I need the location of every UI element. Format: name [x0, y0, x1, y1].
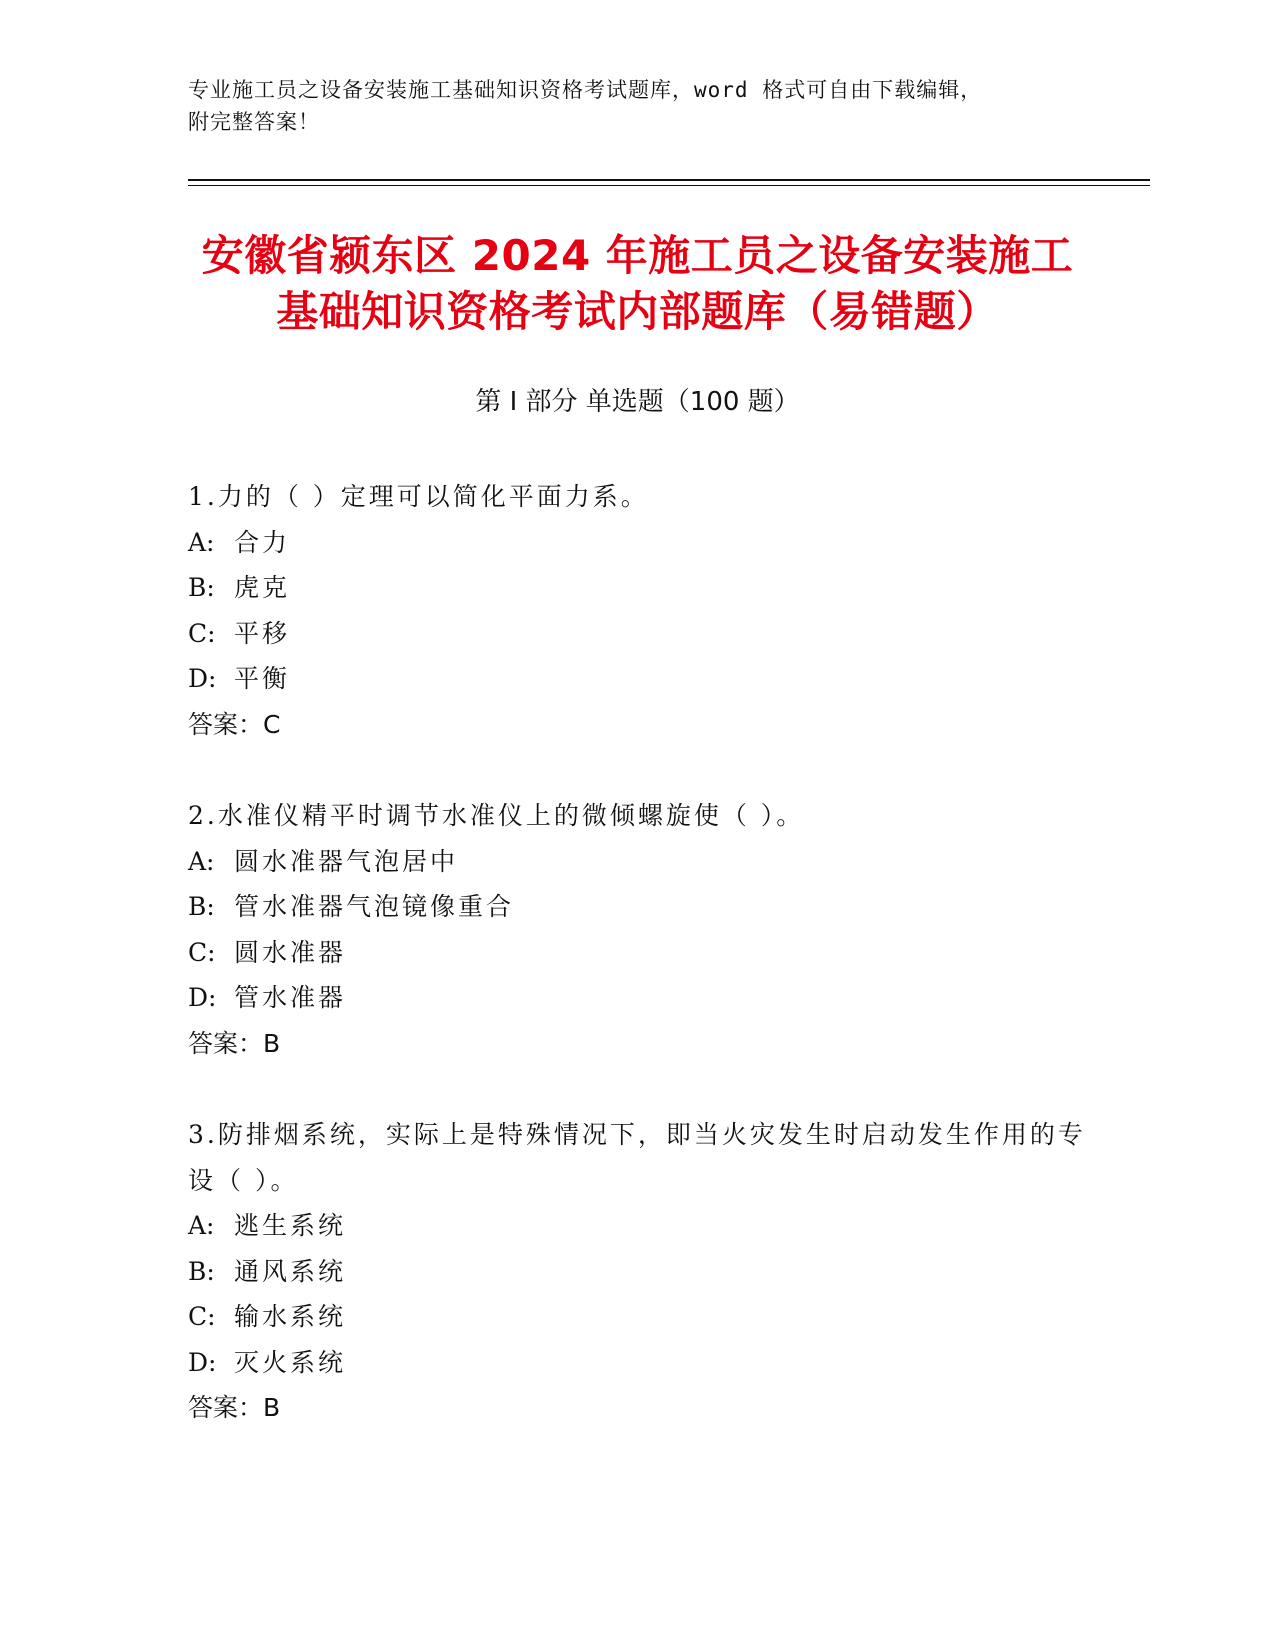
question-list: [188, 474, 1088, 1477]
option-text: 通风系统: [234, 1256, 347, 1286]
question-1: [188, 474, 1088, 747]
option-text: 虎克: [234, 573, 291, 602]
option-c: [188, 1294, 1088, 1340]
option-text: 圆水准器气泡居中: [234, 846, 459, 876]
option-key: A:: [188, 1211, 215, 1240]
option-text: 平移: [234, 618, 291, 648]
option-a: [188, 520, 1088, 566]
option-text: 灭火系统: [234, 1347, 347, 1377]
option-b: [188, 1249, 1088, 1295]
option-key: A:: [188, 846, 215, 876]
question-2: [188, 793, 1088, 1066]
option-key: C:: [188, 1302, 216, 1331]
option-d: [188, 656, 1088, 702]
option-b: [188, 884, 1088, 930]
answer: 答案：C: [188, 709, 281, 739]
title-line-2: 基础知识资格考试内部题库（易错题）: [276, 287, 999, 336]
question-stem: 2.水准仪精平时调节水准仪上的微倾螺旋使（ ）。: [188, 801, 805, 830]
question-stem: 3.防排烟系统，实际上是特殊情况下，即当火灾发生时启动发生作用的专设（ ）。: [188, 1120, 1086, 1195]
intro-line-1: 专业施工员之设备安装施工基础知识资格考试题库，word 格式可自由下载编辑，: [188, 78, 983, 102]
option-text: 圆水准器: [234, 937, 347, 967]
option-key: A:: [188, 527, 215, 557]
option-key: B:: [188, 573, 215, 602]
option-text: 合力: [234, 527, 291, 557]
option-key: B:: [188, 1256, 215, 1286]
option-d: [188, 975, 1088, 1021]
option-c: [188, 930, 1088, 976]
answer: 答案：B: [188, 1393, 281, 1422]
question-stem: 1.力的（ ）定理可以简化平面力系。: [188, 482, 649, 511]
option-text: 管水准器: [234, 983, 347, 1012]
option-key: D:: [188, 1347, 217, 1377]
intro-line-2: 附完整答案！: [188, 110, 320, 134]
document-title: [150, 228, 1125, 340]
header-divider-thick: [188, 179, 1150, 181]
option-text: 平衡: [234, 664, 291, 693]
option-text: 逃生系统: [234, 1211, 347, 1240]
option-key: B:: [188, 892, 215, 921]
option-key: C:: [188, 618, 216, 648]
option-text: 管水准器气泡镜像重合: [234, 892, 515, 921]
option-key: C:: [188, 937, 216, 967]
option-d: [188, 1340, 1088, 1386]
option-key: D:: [188, 983, 217, 1012]
option-c: [188, 611, 1088, 657]
header-divider-thin: [188, 185, 1150, 186]
answer: 答案：B: [188, 1028, 281, 1058]
option-key: D:: [188, 664, 217, 693]
question-3: [188, 1112, 1088, 1431]
option-a: [188, 1203, 1088, 1249]
document-intro: [188, 74, 1068, 138]
title-line-1: 安徽省颍东区 2024 年施工员之设备安装施工: [201, 231, 1074, 280]
option-a: [188, 839, 1088, 885]
option-b: [188, 565, 1088, 611]
option-text: 输水系统: [234, 1302, 347, 1331]
section-heading: 第 I 部分 单选题（100 题）: [475, 387, 800, 417]
